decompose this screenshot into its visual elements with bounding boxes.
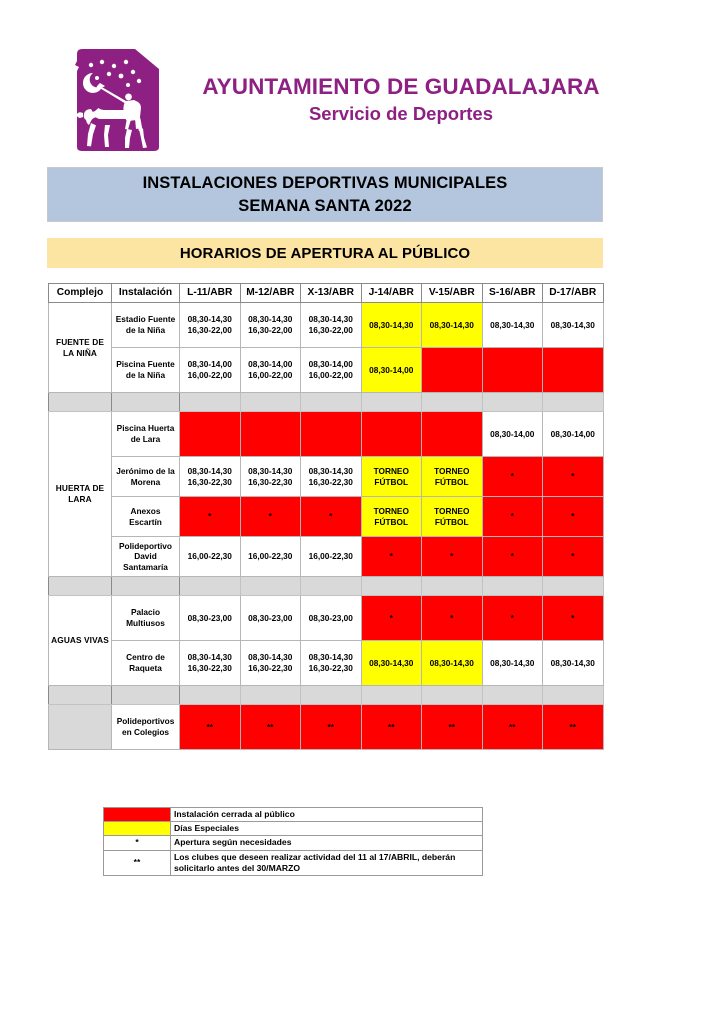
schedule-cell: [361, 412, 422, 457]
schedule-cell: **: [543, 705, 604, 750]
schedule-cell: TORNEO FÚTBOL: [422, 497, 483, 537]
legend-swatch: [104, 822, 171, 836]
schedule-cell: 08,30-23,00: [240, 596, 301, 641]
column-header-4: X-13/ABR: [301, 284, 362, 303]
schedule-cell: 08,30-14,00: [543, 412, 604, 457]
column-header-8: D-17/ABR: [543, 284, 604, 303]
complejo-cell: AGUAS VIVAS: [49, 596, 112, 686]
schedule-cell: [422, 348, 483, 393]
column-header-6: V-15/ABR: [422, 284, 483, 303]
schedule-cell: 08,30-23,00: [180, 596, 241, 641]
table-row: [49, 537, 604, 577]
spacer-cell: [180, 577, 241, 596]
schedule-cell: 08,30-14,30: [543, 641, 604, 686]
legend-row: [104, 822, 483, 836]
legend-swatch: *: [104, 836, 171, 850]
table-header-row: [49, 284, 604, 303]
schedule-cell: **: [180, 705, 241, 750]
schedule-cell: 08,30-14,00 16,00-22,00: [240, 348, 301, 393]
instalacion-cell: Estadio Fuente de la Niña: [112, 303, 180, 348]
legend-text: Días Especiales: [171, 822, 483, 836]
schedule-cell: 08,30-14,00 16,00-22,00: [180, 348, 241, 393]
schedule-cell: 08,30-14,30: [361, 303, 422, 348]
title-banner-blue: [47, 167, 603, 222]
spacer-cell: [240, 393, 301, 412]
schedule-cell: *: [361, 596, 422, 641]
schedule-cell: **: [482, 705, 543, 750]
legend-row: [104, 850, 483, 875]
instalacion-cell: Polideportivo David Santamaría: [112, 537, 180, 577]
schedule-cell: [301, 412, 362, 457]
instalacion-cell: Palacio Multiusos: [112, 596, 180, 641]
column-header-1: Instalación: [112, 284, 180, 303]
spacer-cell: [422, 686, 483, 705]
table-row: [49, 412, 604, 457]
complejo-cell: FUENTE DE LA NIÑA: [49, 303, 112, 393]
legend-body: [104, 808, 483, 876]
schedule-cell: *: [543, 537, 604, 577]
schedule-cell: [482, 348, 543, 393]
schedule-cell: *: [543, 457, 604, 497]
schedule-cell: *: [301, 497, 362, 537]
schedule-cell: *: [361, 537, 422, 577]
legend-row: [104, 808, 483, 822]
page-header: [0, 40, 720, 160]
spacer-cell: [482, 686, 543, 705]
spacer-cell: [240, 686, 301, 705]
spacer-cell: [112, 393, 180, 412]
schedule-cell: TORNEO FÚTBOL: [361, 457, 422, 497]
schedule-table-body: [49, 303, 604, 750]
schedule-cell: 16,00-22,30: [301, 537, 362, 577]
column-header-0: Complejo: [49, 284, 112, 303]
schedule-cell: **: [422, 705, 483, 750]
legend-table: [103, 807, 483, 876]
schedule-cell: 08,30-14,30: [422, 303, 483, 348]
column-header-2: L-11/ABR: [180, 284, 241, 303]
schedule-cell: *: [422, 537, 483, 577]
complejo-cell: HUERTA DE LARA: [49, 412, 112, 577]
schedule-cell: TORNEO FÚTBOL: [422, 457, 483, 497]
schedule-cell: 08,30-14,30 16,30-22,30: [240, 641, 301, 686]
schedule-cell: *: [422, 596, 483, 641]
schedule-cell: 08,30-23,00: [301, 596, 362, 641]
spacer-cell: [361, 686, 422, 705]
schedule-cell: **: [361, 705, 422, 750]
schedule-cell: 08,30-14,30 16,30-22,30: [180, 457, 241, 497]
legend-text: Los clubes que deseen realizar actividad del 11 al 17/ABRIL, deberán solicitarlo antes del 30/MARZO: [171, 850, 483, 875]
schedule-cell: [180, 412, 241, 457]
schedule-cell: **: [240, 705, 301, 750]
spacer-row: [49, 393, 604, 412]
page-title: AYUNTAMIENTO DE GUADALAJARA: [202, 74, 600, 100]
schedule-cell: 08,30-14,30 16,30-22,00: [240, 303, 301, 348]
complejo-cell: [49, 705, 112, 750]
schedule-cell: *: [482, 457, 543, 497]
legend-swatch: **: [104, 850, 171, 875]
column-header-3: M-12/ABR: [240, 284, 301, 303]
spacer-row: [49, 577, 604, 596]
schedule-cell: 08,30-14,30: [543, 303, 604, 348]
table-row: [49, 457, 604, 497]
table-row: [49, 497, 604, 537]
spacer-cell: [482, 393, 543, 412]
spacer-cell: [180, 393, 241, 412]
guadalajara-coat-of-arms-knight-logo: [62, 47, 172, 153]
banner-blue-line-2: SEMANA SANTA 2022: [238, 196, 412, 215]
instalacion-cell: Piscina Fuente de la Niña: [112, 348, 180, 393]
schedule-cell: 08,30-14,30: [482, 303, 543, 348]
spacer-cell: [49, 577, 112, 596]
organization-titles: [172, 74, 720, 126]
schedule-cell: *: [543, 497, 604, 537]
legend-text: Instalación cerrada al público: [171, 808, 483, 822]
spacer-cell: [301, 577, 362, 596]
subtitle-banner-yellow: [47, 238, 603, 268]
spacer-cell: [361, 393, 422, 412]
spacer-cell: [301, 393, 362, 412]
schedule-cell: *: [240, 497, 301, 537]
schedule-cell: 16,00-22,30: [240, 537, 301, 577]
spacer-row: [49, 686, 604, 705]
schedule-table-header: [49, 284, 604, 303]
banner-yellow-line-1: HORARIOS DE APERTURA AL PÚBLICO: [179, 244, 471, 262]
spacer-cell: [180, 686, 241, 705]
schedule-cell: *: [482, 537, 543, 577]
schedule-cell: 08,30-14,00: [361, 348, 422, 393]
table-row: [49, 596, 604, 641]
schedule-cell: 08,30-14,30 16,30-22,00: [301, 303, 362, 348]
instalacion-cell: Jerónimo de la Morena: [112, 457, 180, 497]
legend-swatch: [104, 808, 171, 822]
schedule-cell: [422, 412, 483, 457]
spacer-cell: [543, 577, 604, 596]
schedule-cell: 08,30-14,00: [482, 412, 543, 457]
schedule-cell: *: [482, 596, 543, 641]
spacer-cell: [49, 686, 112, 705]
instalacion-cell: Piscina Huerta de Lara: [112, 412, 180, 457]
column-header-5: J-14/ABR: [361, 284, 422, 303]
table-row: [49, 303, 604, 348]
spacer-cell: [361, 577, 422, 596]
instalacion-cell: Polideportivos en Colegios: [112, 705, 180, 750]
spacer-cell: [422, 577, 483, 596]
schedule-cell: 08,30-14,30 16,30-22,30: [301, 457, 362, 497]
instalacion-cell: Anexos Escartín: [112, 497, 180, 537]
spacer-cell: [482, 577, 543, 596]
legend-row: [104, 836, 483, 850]
schedule-cell: 08,30-14,30 16,30-22,30: [240, 457, 301, 497]
spacer-cell: [543, 686, 604, 705]
legend-text: Apertura según necesidades: [171, 836, 483, 850]
schedule-cell: [240, 412, 301, 457]
schedule-cell: 08,30-14,30: [422, 641, 483, 686]
schedule-cell: 08,30-14,30 16,30-22,30: [180, 641, 241, 686]
spacer-cell: [240, 577, 301, 596]
column-header-7: S-16/ABR: [482, 284, 543, 303]
spacer-cell: [49, 393, 112, 412]
page-subtitle: Servicio de Deportes: [308, 102, 494, 124]
instalacion-cell: Centro de Raqueta: [112, 641, 180, 686]
table-row: [49, 348, 604, 393]
schedule-cell: *: [482, 497, 543, 537]
schedule-cell: **: [301, 705, 362, 750]
spacer-cell: [112, 686, 180, 705]
spacer-cell: [543, 393, 604, 412]
spacer-cell: [112, 577, 180, 596]
table-row: [49, 705, 604, 750]
spacer-cell: [422, 393, 483, 412]
schedule-cell: 08,30-14,30 16,30-22,00: [180, 303, 241, 348]
banner-blue-line-1: INSTALACIONES DEPORTIVAS MUNICIPALES: [142, 174, 508, 193]
schedule-cell: *: [180, 497, 241, 537]
schedule-cell: [543, 348, 604, 393]
schedule-cell: 08,30-14,30: [482, 641, 543, 686]
schedule-cell: *: [543, 596, 604, 641]
schedule-table: [48, 283, 604, 750]
schedule-cell: 08,30-14,30: [361, 641, 422, 686]
spacer-cell: [301, 686, 362, 705]
table-row: [49, 641, 604, 686]
schedule-cell: 08,30-14,00 16,00-22,00: [301, 348, 362, 393]
schedule-cell: TORNEO FÚTBOL: [361, 497, 422, 537]
schedule-cell: 08,30-14,30 16,30-22,30: [301, 641, 362, 686]
schedule-cell: 16,00-22,30: [180, 537, 241, 577]
